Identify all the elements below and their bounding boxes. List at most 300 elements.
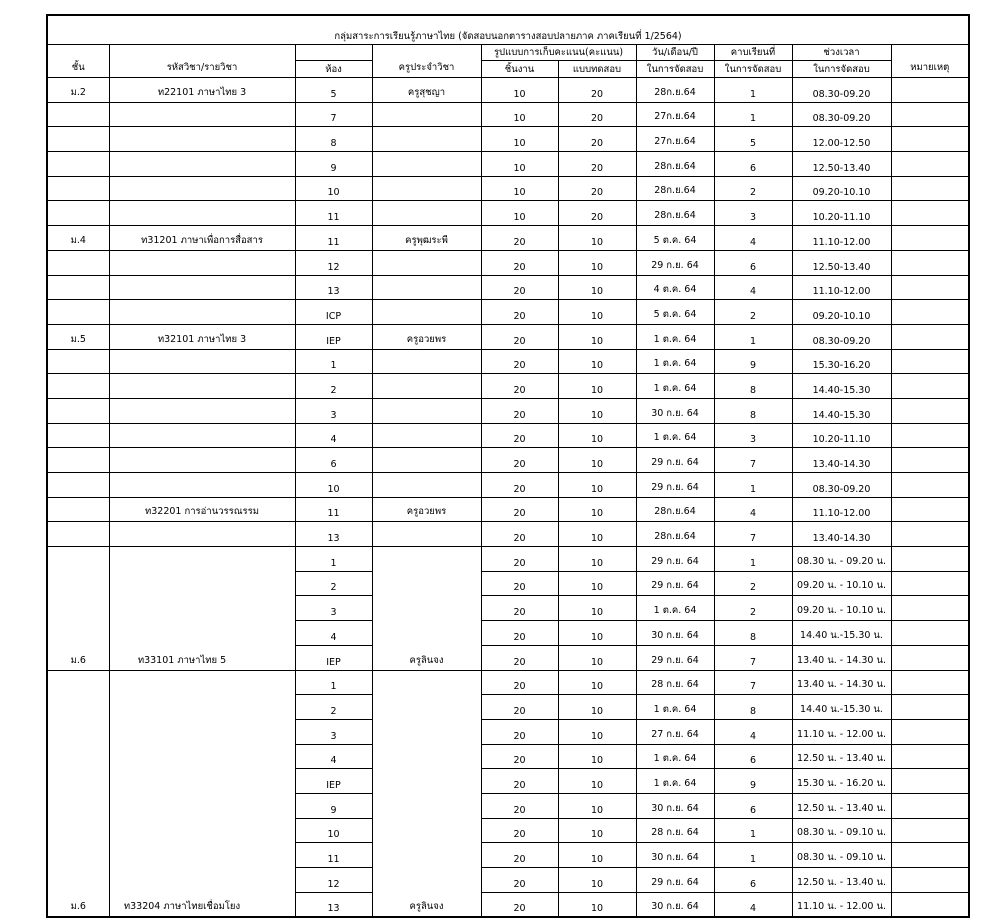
level-cell	[47, 152, 109, 177]
time-range-cell: 11.10 น. - 12.00 น.	[792, 892, 891, 917]
header-teacher: ครูประจำวิชา	[372, 45, 481, 78]
room-cell: 13	[295, 275, 372, 300]
time-range-cell: 11.10-12.00	[792, 497, 891, 522]
exam-date-cell: 28ก.ย.64	[636, 176, 714, 201]
exam-date-cell: 1 ต.ค. 64	[636, 374, 714, 399]
header-room-blank	[295, 45, 372, 61]
test-score-cell: 10	[558, 448, 636, 473]
remark-cell	[891, 127, 969, 152]
remark-cell	[891, 892, 969, 917]
exam-date-cell: 30 ก.ย. 64	[636, 892, 714, 917]
time-range-cell: 08.30 น. - 09.10 น.	[792, 818, 891, 843]
time-range-cell: 08.30-09.20	[792, 473, 891, 498]
room-cell: 3	[295, 719, 372, 744]
test-score-cell: 10	[558, 522, 636, 547]
remark-cell	[891, 226, 969, 251]
remark-cell	[891, 793, 969, 818]
period-cell: 1	[714, 324, 792, 349]
remark-cell	[891, 547, 969, 572]
teacher-cell: ครูอวยพร	[372, 324, 481, 349]
room-cell: 11	[295, 201, 372, 226]
work-score-cell: 20	[481, 226, 558, 251]
remark-cell	[891, 719, 969, 744]
work-score-cell: 20	[481, 744, 558, 769]
teacher-cell	[372, 448, 481, 473]
exam-date-cell: 5 ต.ค. 64	[636, 300, 714, 325]
work-score-cell: 20	[481, 868, 558, 893]
time-range-cell: 11.10-12.00	[792, 275, 891, 300]
room-cell: 12	[295, 868, 372, 893]
subject-cell: ท32201 การอ่านวรรณรรม	[109, 497, 295, 522]
teacher-cell	[372, 522, 481, 547]
table-row	[47, 226, 969, 251]
work-score-cell: 20	[481, 374, 558, 399]
time-range-cell: 15.30-16.20	[792, 349, 891, 374]
period-cell: 4	[714, 275, 792, 300]
level-cell	[47, 522, 109, 547]
table-title: กลุ่มสาระการเรียนรู้ภาษาไทย (จัดสอบนอกตารางสอบปลายภาค ภาคเรียนที่ 1/2564)	[47, 15, 969, 45]
period-cell: 9	[714, 349, 792, 374]
remark-cell	[891, 201, 969, 226]
teacher-cell	[372, 398, 481, 423]
header-remark: หมายเหตุ	[891, 45, 969, 78]
exam-schedule-table	[46, 14, 970, 918]
table-row	[47, 176, 969, 201]
time-range-cell: 10.20-11.10	[792, 423, 891, 448]
room-cell: 2	[295, 571, 372, 596]
time-range-cell: 09.20 น. - 10.10 น.	[792, 596, 891, 621]
table-row	[47, 522, 969, 547]
teacher-cell: ครูสุชญา	[372, 78, 481, 103]
room-cell: 8	[295, 127, 372, 152]
subject-cell: ท33101 ภาษาไทย 5	[109, 547, 295, 670]
test-score-cell: 10	[558, 374, 636, 399]
teacher-cell: ครูลินจง	[372, 547, 481, 670]
room-cell: 1	[295, 547, 372, 572]
test-score-cell: 10	[558, 621, 636, 646]
time-range-cell: 09.20-10.10	[792, 300, 891, 325]
time-range-cell: 08.30-09.20	[792, 324, 891, 349]
level-cell: ม.6	[47, 670, 109, 917]
teacher-cell	[372, 102, 481, 127]
table-row	[47, 398, 969, 423]
room-cell: 10	[295, 818, 372, 843]
period-cell: 2	[714, 300, 792, 325]
subject-cell	[109, 152, 295, 177]
subject-cell	[109, 127, 295, 152]
level-cell	[47, 102, 109, 127]
test-score-cell: 10	[558, 398, 636, 423]
remark-cell	[891, 497, 969, 522]
remark-cell	[891, 102, 969, 127]
work-score-cell: 20	[481, 571, 558, 596]
test-score-cell: 10	[558, 868, 636, 893]
room-cell: 7	[295, 102, 372, 127]
work-score-cell: 20	[481, 275, 558, 300]
subject-cell	[109, 201, 295, 226]
period-cell: 1	[714, 102, 792, 127]
time-range-cell: 11.10-12.00	[792, 226, 891, 251]
header-work: ชิ้นงาน	[481, 61, 558, 78]
test-score-cell: 10	[558, 226, 636, 251]
exam-date-cell: 29 ก.ย. 64	[636, 473, 714, 498]
exam-date-cell: 28ก.ย.64	[636, 522, 714, 547]
remark-cell	[891, 275, 969, 300]
work-score-cell: 20	[481, 719, 558, 744]
test-score-cell: 10	[558, 324, 636, 349]
time-range-cell: 14.40 น.-15.30 น.	[792, 621, 891, 646]
table-row	[47, 78, 969, 103]
table-row	[47, 547, 969, 572]
table-row	[47, 152, 969, 177]
subject-cell	[109, 423, 295, 448]
header-score-group: รูปแบบการเก็บคะแนน(คะแนน)	[481, 45, 636, 61]
period-cell: 7	[714, 522, 792, 547]
teacher-cell: ครูพุฒระพี	[372, 226, 481, 251]
period-cell: 9	[714, 769, 792, 794]
period-cell: 1	[714, 473, 792, 498]
test-score-cell: 10	[558, 818, 636, 843]
period-cell: 2	[714, 596, 792, 621]
header-time-bottom: ในการจัดสอบ	[792, 61, 891, 78]
room-cell: 10	[295, 176, 372, 201]
time-range-cell: 14.40-15.30	[792, 398, 891, 423]
test-score-cell: 20	[558, 102, 636, 127]
work-score-cell: 20	[481, 818, 558, 843]
test-score-cell: 10	[558, 250, 636, 275]
exam-date-cell: 29 ก.ย. 64	[636, 868, 714, 893]
test-score-cell: 10	[558, 497, 636, 522]
room-cell: 9	[295, 793, 372, 818]
remark-cell	[891, 374, 969, 399]
test-score-cell: 10	[558, 719, 636, 744]
remark-cell	[891, 324, 969, 349]
period-cell: 4	[714, 719, 792, 744]
period-cell: 7	[714, 645, 792, 670]
test-score-cell: 20	[558, 176, 636, 201]
exam-date-cell: 28 ก.ย. 64	[636, 818, 714, 843]
remark-cell	[891, 423, 969, 448]
test-score-cell: 10	[558, 769, 636, 794]
header-period-top: คาบเรียนที่	[714, 45, 792, 61]
teacher-cell: ครูลินจง	[372, 670, 481, 917]
work-score-cell: 10	[481, 152, 558, 177]
time-range-cell: 12.50 น. - 13.40 น.	[792, 793, 891, 818]
time-range-cell: 15.30 น. - 16.20 น.	[792, 769, 891, 794]
subject-cell	[109, 448, 295, 473]
teacher-cell	[372, 201, 481, 226]
room-cell: 2	[295, 374, 372, 399]
work-score-cell: 20	[481, 398, 558, 423]
room-cell: 13	[295, 892, 372, 917]
time-range-cell: 08.30 น. - 09.10 น.	[792, 843, 891, 868]
header-test: แบบทดสอบ	[558, 61, 636, 78]
work-score-cell: 20	[481, 769, 558, 794]
level-cell	[47, 176, 109, 201]
exam-date-cell: 27ก.ย.64	[636, 127, 714, 152]
level-cell: ม.2	[47, 78, 109, 103]
level-cell	[47, 398, 109, 423]
remark-cell	[891, 78, 969, 103]
time-range-cell: 13.40 น. - 14.30 น.	[792, 645, 891, 670]
work-score-cell: 20	[481, 843, 558, 868]
work-score-cell: 10	[481, 176, 558, 201]
teacher-cell	[372, 300, 481, 325]
time-range-cell: 14.40-15.30	[792, 374, 891, 399]
exam-date-cell: 28ก.ย.64	[636, 497, 714, 522]
level-cell: ม.5	[47, 324, 109, 349]
test-score-cell: 10	[558, 349, 636, 374]
remark-cell	[891, 868, 969, 893]
work-score-cell: 20	[481, 473, 558, 498]
remark-cell	[891, 300, 969, 325]
test-score-cell: 10	[558, 275, 636, 300]
subject-cell	[109, 374, 295, 399]
level-cell	[47, 275, 109, 300]
test-score-cell: 10	[558, 547, 636, 572]
remark-cell	[891, 621, 969, 646]
subject-cell	[109, 102, 295, 127]
level-cell	[47, 423, 109, 448]
level-cell	[47, 250, 109, 275]
period-cell: 6	[714, 744, 792, 769]
remark-cell	[891, 596, 969, 621]
test-score-cell: 10	[558, 571, 636, 596]
room-cell: 3	[295, 596, 372, 621]
subject-cell	[109, 250, 295, 275]
exam-date-cell: 1 ต.ค. 64	[636, 769, 714, 794]
exam-date-cell: 1 ต.ค. 64	[636, 324, 714, 349]
remark-cell	[891, 571, 969, 596]
title-row	[47, 15, 969, 45]
room-cell: ICP	[295, 300, 372, 325]
test-score-cell: 10	[558, 645, 636, 670]
period-cell: 6	[714, 152, 792, 177]
work-score-cell: 20	[481, 448, 558, 473]
period-cell: 2	[714, 571, 792, 596]
table-row	[47, 102, 969, 127]
time-range-cell: 12.50-13.40	[792, 152, 891, 177]
period-cell: 4	[714, 226, 792, 251]
remark-cell	[891, 473, 969, 498]
level-cell	[47, 349, 109, 374]
subject-cell: ท22101 ภาษาไทย 3	[109, 78, 295, 103]
work-score-cell: 20	[481, 349, 558, 374]
level-cell	[47, 127, 109, 152]
subject-cell	[109, 398, 295, 423]
exam-date-cell: 27 ก.ย. 64	[636, 719, 714, 744]
exam-date-cell: 28 ก.ย. 64	[636, 670, 714, 695]
test-score-cell: 10	[558, 843, 636, 868]
period-cell: 1	[714, 843, 792, 868]
exam-date-cell: 30 ก.ย. 64	[636, 793, 714, 818]
subject-cell: ท32101 ภาษาไทย 3	[109, 324, 295, 349]
exam-date-cell: 29 ก.ย. 64	[636, 571, 714, 596]
work-score-cell: 20	[481, 695, 558, 720]
teacher-cell	[372, 176, 481, 201]
teacher-cell	[372, 473, 481, 498]
remark-cell	[891, 645, 969, 670]
exam-date-cell: 1 ต.ค. 64	[636, 423, 714, 448]
header-level: ชั้น	[47, 45, 109, 78]
header-time-top: ช่วงเวลา	[792, 45, 891, 61]
time-range-cell: 13.40 น. - 14.30 น.	[792, 670, 891, 695]
teacher-cell	[372, 349, 481, 374]
level-cell	[47, 497, 109, 522]
teacher-cell	[372, 374, 481, 399]
exam-date-cell: 1 ต.ค. 64	[636, 596, 714, 621]
period-cell: 1	[714, 78, 792, 103]
table-row	[47, 374, 969, 399]
table-row	[47, 127, 969, 152]
time-range-cell: 14.40 น.-15.30 น.	[792, 695, 891, 720]
work-score-cell: 10	[481, 127, 558, 152]
test-score-cell: 10	[558, 695, 636, 720]
time-range-cell: 08.30-09.20	[792, 78, 891, 103]
table-row	[47, 448, 969, 473]
time-range-cell: 12.00-12.50	[792, 127, 891, 152]
exam-date-cell: 30 ก.ย. 64	[636, 843, 714, 868]
test-score-cell: 10	[558, 300, 636, 325]
period-cell: 7	[714, 670, 792, 695]
time-range-cell: 09.20 น. - 10.10 น.	[792, 571, 891, 596]
exam-date-cell: 1 ต.ค. 64	[636, 349, 714, 374]
subject-cell	[109, 275, 295, 300]
room-cell: 1	[295, 349, 372, 374]
test-score-cell: 10	[558, 670, 636, 695]
table-row	[47, 473, 969, 498]
room-cell: IEP	[295, 769, 372, 794]
teacher-cell	[372, 152, 481, 177]
work-score-cell: 20	[481, 497, 558, 522]
teacher-cell	[372, 250, 481, 275]
period-cell: 8	[714, 695, 792, 720]
table-row	[47, 497, 969, 522]
test-score-cell: 10	[558, 744, 636, 769]
table-row	[47, 250, 969, 275]
period-cell: 1	[714, 547, 792, 572]
remark-cell	[891, 448, 969, 473]
work-score-cell: 20	[481, 596, 558, 621]
exam-date-cell: 30 ก.ย. 64	[636, 398, 714, 423]
remark-cell	[891, 176, 969, 201]
room-cell: 11	[295, 497, 372, 522]
room-cell: 6	[295, 448, 372, 473]
time-range-cell: 12.50 น. - 13.40 น.	[792, 744, 891, 769]
subject-cell	[109, 176, 295, 201]
room-cell: 4	[295, 744, 372, 769]
room-cell: 3	[295, 398, 372, 423]
remark-cell	[891, 250, 969, 275]
exam-date-cell: 29 ก.ย. 64	[636, 547, 714, 572]
exam-date-cell: 27ก.ย.64	[636, 102, 714, 127]
work-score-cell: 20	[481, 423, 558, 448]
table-row	[47, 670, 969, 695]
table-row	[47, 423, 969, 448]
time-range-cell: 13.40-14.30	[792, 448, 891, 473]
exam-date-cell: 28ก.ย.64	[636, 152, 714, 177]
remark-cell	[891, 744, 969, 769]
remark-cell	[891, 818, 969, 843]
header-date-bottom: ในการจัดสอบ	[636, 61, 714, 78]
table-row	[47, 201, 969, 226]
test-score-cell: 10	[558, 423, 636, 448]
period-cell: 6	[714, 250, 792, 275]
time-range-cell: 11.10 น. - 12.00 น.	[792, 719, 891, 744]
work-score-cell: 10	[481, 102, 558, 127]
time-range-cell: 09.20-10.10	[792, 176, 891, 201]
work-score-cell: 20	[481, 522, 558, 547]
teacher-cell	[372, 423, 481, 448]
remark-cell	[891, 695, 969, 720]
header-room: ห้อง	[295, 61, 372, 78]
header-row-1	[47, 45, 969, 61]
work-score-cell: 20	[481, 621, 558, 646]
period-cell: 1	[714, 818, 792, 843]
test-score-cell: 10	[558, 473, 636, 498]
level-cell	[47, 201, 109, 226]
schedule-body	[47, 78, 969, 918]
period-cell: 8	[714, 621, 792, 646]
exam-date-cell: 1 ต.ค. 64	[636, 744, 714, 769]
work-score-cell: 20	[481, 645, 558, 670]
test-score-cell: 20	[558, 152, 636, 177]
time-range-cell: 08.30-09.20	[792, 102, 891, 127]
room-cell: IEP	[295, 645, 372, 670]
room-cell: 4	[295, 621, 372, 646]
work-score-cell: 20	[481, 250, 558, 275]
header-date-top: วัน/เดือน/ปี	[636, 45, 714, 61]
test-score-cell: 20	[558, 201, 636, 226]
work-score-cell: 20	[481, 324, 558, 349]
time-range-cell: 12.50-13.40	[792, 250, 891, 275]
exam-date-cell: 29 ก.ย. 64	[636, 645, 714, 670]
level-cell	[47, 473, 109, 498]
remark-cell	[891, 398, 969, 423]
test-score-cell: 20	[558, 78, 636, 103]
work-score-cell: 20	[481, 547, 558, 572]
test-score-cell: 10	[558, 596, 636, 621]
room-cell: 2	[295, 695, 372, 720]
room-cell: 12	[295, 250, 372, 275]
room-cell: 5	[295, 78, 372, 103]
room-cell: 1	[295, 670, 372, 695]
remark-cell	[891, 152, 969, 177]
subject-cell	[109, 522, 295, 547]
period-cell: 5	[714, 127, 792, 152]
subject-cell: ท33204 ภาษาไทยเชื่อมโยง	[109, 670, 295, 917]
remark-cell	[891, 843, 969, 868]
test-score-cell: 20	[558, 127, 636, 152]
room-cell: 13	[295, 522, 372, 547]
period-cell: 8	[714, 374, 792, 399]
level-cell	[47, 448, 109, 473]
work-score-cell: 20	[481, 300, 558, 325]
level-cell	[47, 374, 109, 399]
test-score-cell: 10	[558, 892, 636, 917]
work-score-cell: 20	[481, 892, 558, 917]
time-range-cell: 12.50 น. - 13.40 น.	[792, 868, 891, 893]
table-row	[47, 300, 969, 325]
teacher-cell	[372, 127, 481, 152]
exam-date-cell: 30 ก.ย. 64	[636, 621, 714, 646]
room-cell: 11	[295, 226, 372, 251]
header-period-bottom: ในการจัดสอบ	[714, 61, 792, 78]
exam-date-cell: 29 ก.ย. 64	[636, 250, 714, 275]
exam-date-cell: 28ก.ย.64	[636, 78, 714, 103]
subject-cell	[109, 473, 295, 498]
exam-date-cell: 29 ก.ย. 64	[636, 448, 714, 473]
